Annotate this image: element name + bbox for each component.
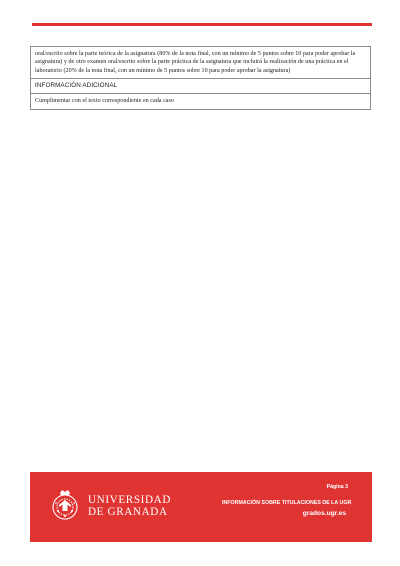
page-footer bbox=[30, 472, 372, 542]
university-name bbox=[88, 495, 171, 518]
university-name-line1: UNIVERSIDAD bbox=[88, 494, 172, 506]
evaluation-text: oral/escrito sobre la parte teórica de la asignatura (80% de la nota final, con un mínimo de 5 puntos sobre 10 para poder aprobar la asignatura) y de otro examen oral/escrito sobre la parte práctica de la asignatura que incluirá la realización de una práctica en el laboratorio (20% de la nota final, con un mínimo de 5 puntos sobre 10 para poder aprobar la asignatura) bbox=[31, 47, 371, 79]
university-name-line2: DE GRANADA bbox=[88, 505, 168, 518]
university-seal-icon bbox=[49, 489, 81, 523]
degree-info-label: INFORMACIÓN SOBRE TITULACIONES DE LA UGR bbox=[222, 500, 352, 506]
additional-info-row bbox=[31, 94, 371, 109]
degrees-url-link[interactable]: grados.ugr.es bbox=[302, 510, 346, 517]
additional-info-heading: INFORMACIÓN ADICIONAL bbox=[31, 79, 371, 94]
additional-info-text: Cumplimentar con el texto correspondiente en cada caso bbox=[31, 94, 371, 109]
evaluation-row bbox=[31, 47, 371, 79]
guide-table bbox=[30, 46, 371, 110]
header-rule bbox=[32, 23, 372, 26]
page-number: Página 3 bbox=[326, 484, 348, 490]
additional-info-heading-row bbox=[31, 79, 371, 94]
